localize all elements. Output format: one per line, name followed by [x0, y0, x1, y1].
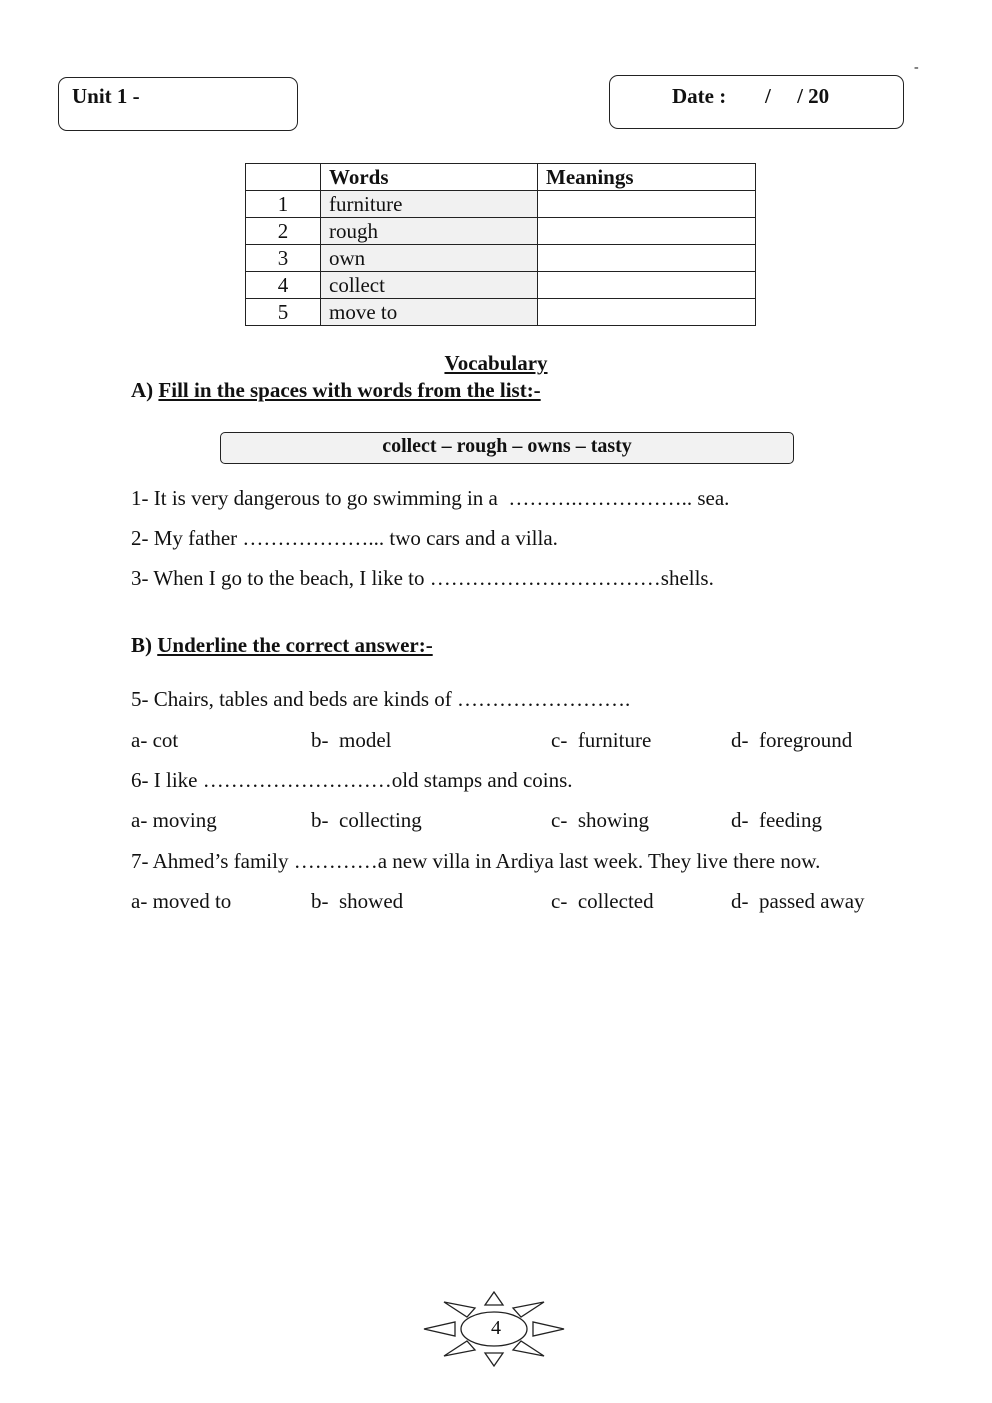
section-a-heading	[131, 378, 541, 403]
row-number: 1	[246, 191, 321, 218]
question-1: 1- It is very dangerous to go swimming in a ……….…………….. sea.	[131, 486, 730, 510]
corner-mark: -	[914, 60, 919, 75]
option-c[interactable]: c- showing	[551, 808, 649, 832]
table-row	[246, 299, 756, 326]
table-header-row	[246, 164, 756, 191]
row-word: own	[321, 245, 538, 272]
option-a[interactable]: a- moving	[131, 808, 217, 832]
row-meaning[interactable]	[538, 191, 756, 218]
column-header-number	[246, 164, 321, 191]
section-b-instruction: Underline the correct answer:-	[157, 633, 433, 657]
question-7: 7- Ahmed’s family …………a new villa in Ardiya last week. They live there now.	[131, 849, 821, 873]
row-number: 2	[246, 218, 321, 245]
table-row	[246, 218, 756, 245]
row-number: 3	[246, 245, 321, 272]
option-d[interactable]: d- foreground	[731, 728, 853, 752]
row-number: 4	[246, 272, 321, 299]
option-a[interactable]: a- moved to	[131, 889, 232, 913]
page-number: 4	[491, 1317, 501, 1339]
option-a[interactable]: a- cot	[131, 728, 179, 752]
row-word: rough	[321, 218, 538, 245]
section-a-prefix: A)	[131, 378, 154, 402]
row-meaning[interactable]	[538, 272, 756, 299]
section-b-heading	[131, 633, 433, 658]
date-blank: / / 20	[765, 84, 830, 108]
option-b[interactable]: b- model	[311, 728, 392, 752]
option-d[interactable]: d- passed away	[731, 889, 865, 913]
row-word: collect	[321, 272, 538, 299]
row-meaning[interactable]	[538, 299, 756, 326]
row-word: move to	[321, 299, 538, 326]
option-c[interactable]: c- collected	[551, 889, 654, 913]
date-box	[609, 75, 904, 129]
question-2: 2- My father ………………... two cars and a villa.	[131, 526, 558, 550]
option-b[interactable]: b- showed	[311, 889, 404, 913]
row-meaning[interactable]	[538, 245, 756, 272]
unit-label: Unit 1 -	[72, 84, 140, 108]
option-b[interactable]: b- collecting	[311, 808, 422, 832]
question-5: 5- Chairs, tables and beds are kinds of …………………….	[131, 687, 631, 711]
section-b-prefix: B)	[131, 633, 152, 657]
table-row	[246, 272, 756, 299]
section-a-instruction: Fill in the spaces with words from the list:-	[158, 378, 541, 402]
table-row	[246, 245, 756, 272]
date-label: Date :	[672, 84, 727, 108]
row-word: furniture	[321, 191, 538, 218]
vocab-table	[245, 163, 756, 326]
vocabulary-title: Vocabulary	[444, 351, 548, 375]
question-6: 6- I like ………………………old stamps and coins.	[131, 768, 573, 792]
word-bank: collect – rough – owns – tasty	[220, 432, 794, 464]
row-number: 5	[246, 299, 321, 326]
table-row	[246, 191, 756, 218]
option-c[interactable]: c- furniture	[551, 728, 652, 752]
question-3: 3- When I go to the beach, I like to ……………………………shells.	[131, 566, 714, 590]
unit-box	[58, 77, 298, 131]
option-d[interactable]: d- feeding	[731, 808, 822, 832]
row-meaning[interactable]	[538, 218, 756, 245]
column-header-words: Words	[321, 164, 538, 191]
column-header-meanings: Meanings	[538, 164, 756, 191]
